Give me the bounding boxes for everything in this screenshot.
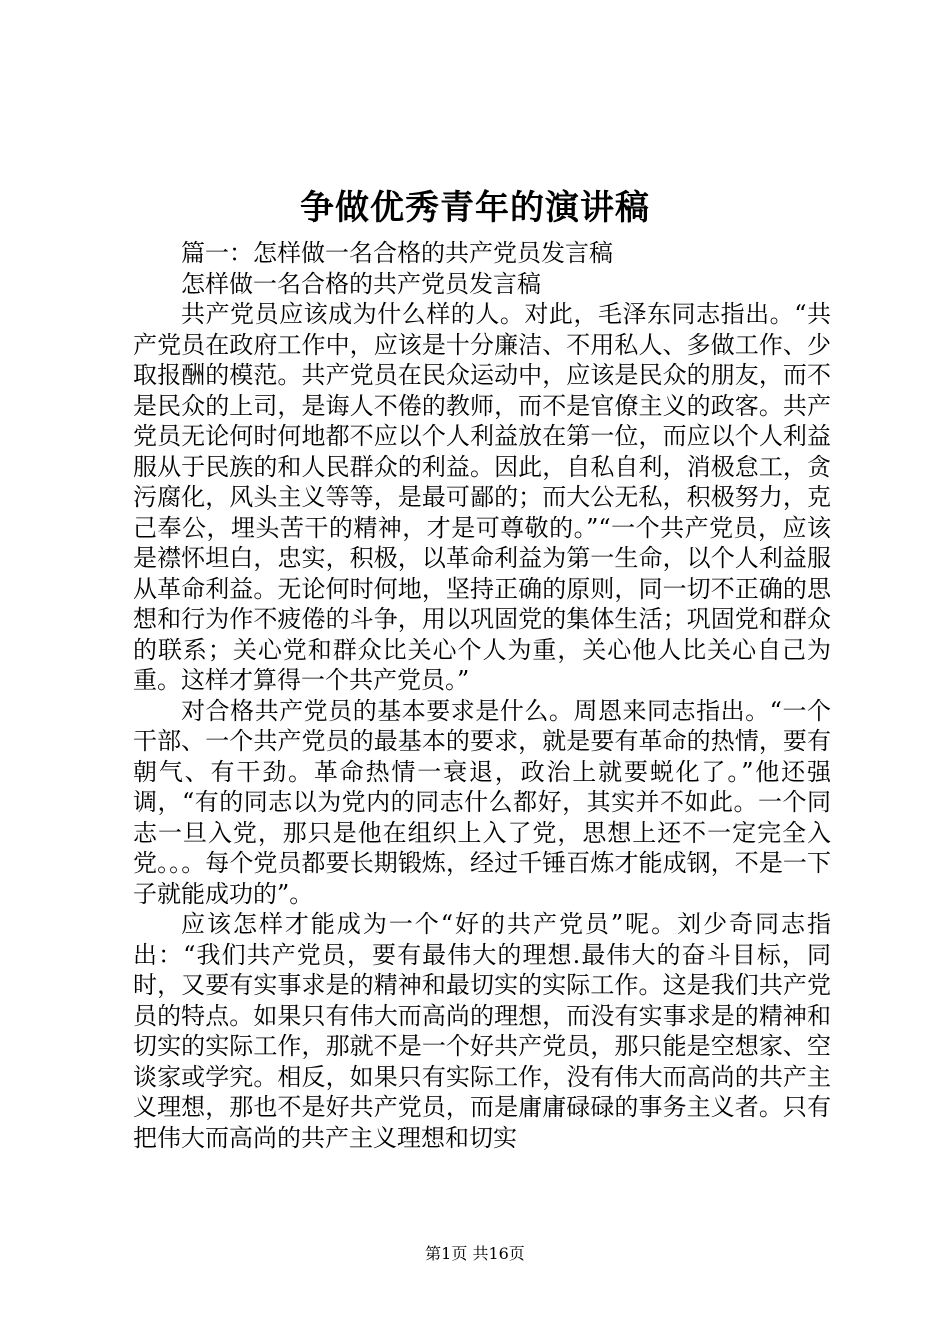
- paragraph: 对合格共产党员的基本要求是什么。周恩来同志指出。“一个干部、一个共产党员的最基本的要求，就是要有革命的热情，要有朝气、有干劲。革命热情一衰退，政治上就要蜕化了。”他还强调，“有的同志以为党内的同志什么都好，其实并不如此。一个同志一旦入党，那只是他在组织上入了党，思想上还不一定完全入党。。。每个党员都要长期锻炼，经过千锤百炼才能成钢，不是一下子就能成功的”。: [133, 696, 831, 908]
- paragraph-subheading: 怎样做一名合格的共产党员发言稿: [181, 269, 541, 298]
- document-body: [133, 238, 831, 1153]
- paragraph-heading: 篇一：怎样做一名合格的共产党员发言稿: [181, 239, 613, 267]
- document-title: 争做优秀青年的演讲稿: [300, 188, 650, 228]
- paragraph: 共产党员应该成为什么样的人。对此，毛泽东同志指出。“共产党员在政府工作中，应该是十分廉洁、不用私人、多做工作、少取报酬的模范。共产党员在民众运动中，应该是民众的朋友，而不是民众的上司，是诲人不倦的教师，而不是官僚主义的政客。共产党员无论何时何地都不应以个人利益放在第一位，而应以个人利益服从于民族的和人民群众的利益。因此，自私自利，消极怠工，贪污腐化，风头主义等等，是最可鄙的；而大公无私，积极努力，克己奉公，埋头苦干的精神，才是可尊敬的。”“一个共产党员，应该是襟怀坦白，忠实，积极，以革命利益为第一生命，以个人利益服从革命利益。无论何时何地，坚持正确的原则，同一切不正确的思想和行为作不疲倦的斗争，用以巩固党的集体生活；巩固党和群众的联系；关心党和群众比关心个人为重，关心他人比关心自己为重。这样才算得一个共产党员。”: [133, 300, 831, 694]
- page-number-footer: 第1页 共16页: [425, 1244, 525, 1263]
- paragraph: 应该怎样才能成为一个“好的共产党员”呢。刘少奇同志指出：“我们共产党员，要有最伟大的理想.最伟大的奋斗目标，同时，又要有实事求是的精神和最切实的实际工作。这是我们共产党员的特点。如果只有伟大而高尚的理想，而没有实事求是的精神和切实的实际工作，那就不是一个好共产党员，那只能是空想家、空谈家或学究。相反，如果只有实际工作，没有伟大而高尚的共产主义理想，那也不是好共产党员，而是庸庸碌碌的事务主义者。只有把伟大而高尚的共产主义理想和切实: [133, 910, 831, 1152]
